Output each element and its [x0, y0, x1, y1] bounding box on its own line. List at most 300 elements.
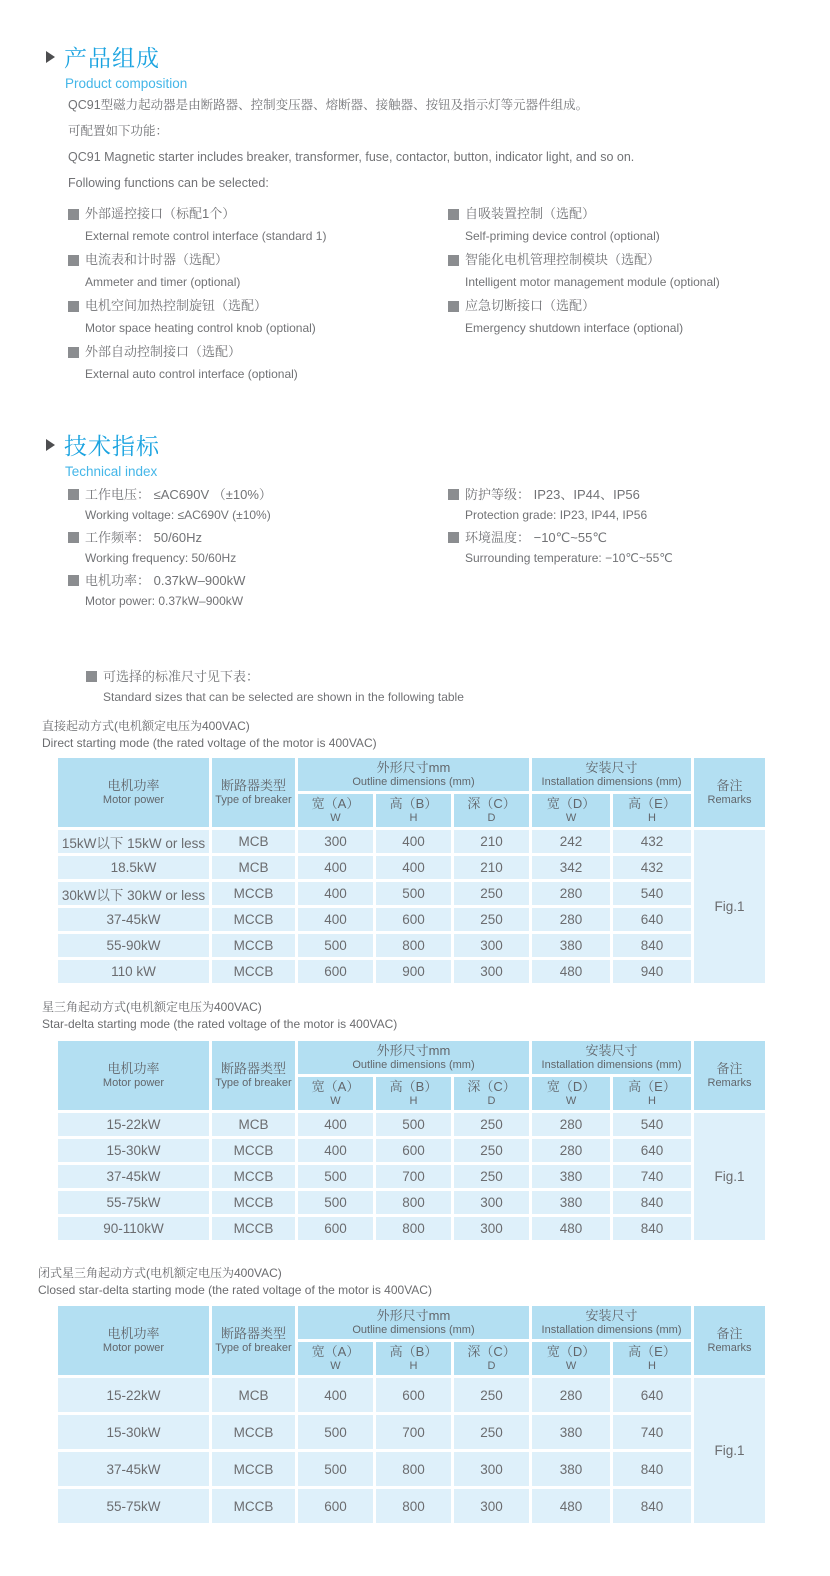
table-head — [57, 757, 767, 829]
list-item — [448, 527, 673, 570]
triangle-bullet-icon — [46, 51, 55, 63]
table1-caption-cn: 直接起动方式(电机额定电压为400VAC) — [42, 719, 250, 733]
dim-cell: 600 — [375, 1377, 453, 1414]
col-breaker-type-cn: 断路器类型 — [220, 778, 286, 793]
subcol-cn: 高（B） — [389, 1079, 438, 1094]
subcol — [375, 1076, 453, 1112]
dim-cell: 55-90kW — [57, 933, 211, 959]
subcol-en: H — [409, 1095, 418, 1107]
intro-line: Following functions can be selected: — [68, 176, 269, 190]
standard-sizes-note — [86, 666, 464, 710]
square-bullet-icon — [448, 489, 459, 500]
table2-caption-en: Star-delta starting mode (the rated voltage of the motor is 400VAC) — [42, 1017, 398, 1031]
col-breaker-type — [211, 757, 297, 829]
dim-cell: 500 — [297, 1414, 375, 1451]
dim-cell: 800 — [375, 933, 453, 959]
dim-cell: 250 — [453, 1138, 531, 1164]
subcol — [453, 793, 531, 829]
dim-cell: 400 — [297, 907, 375, 933]
subcol-cn: 宽（D） — [546, 1079, 596, 1094]
dim-cell: MCCB — [211, 959, 297, 985]
subcol-en: W — [565, 1360, 577, 1372]
dim-cell: 432 — [612, 829, 693, 855]
list-item-label-cn: 应急切断接口（选配） — [465, 298, 596, 313]
dim-cell: 740 — [612, 1414, 693, 1451]
dim-cell: MCB — [211, 1112, 297, 1138]
col-installation-dimensions-cn: 安装尺寸 — [585, 1043, 638, 1058]
dim-cell: 15-22kW — [57, 1377, 211, 1414]
list-item — [68, 341, 326, 387]
subcol-cn: 高（E） — [628, 1344, 676, 1359]
dim-cell: 480 — [531, 1216, 612, 1242]
dim-cell: 15-30kW — [57, 1138, 211, 1164]
subcol — [375, 793, 453, 829]
dim-cell: 740 — [612, 1164, 693, 1190]
col-remarks — [693, 1305, 767, 1377]
dim-cell: 55-75kW — [57, 1488, 211, 1525]
col-installation-dimensions-en: Installation dimensions (mm) — [541, 776, 682, 788]
dim-cell: 250 — [453, 1414, 531, 1451]
dim-cell: MCCB — [211, 1138, 297, 1164]
col-installation-dimensions-cn: 安装尺寸 — [585, 760, 638, 775]
dim-cell: 800 — [375, 1451, 453, 1488]
section-title-cn: 产品组成 — [64, 45, 160, 71]
product-composition-section-header — [46, 40, 187, 91]
subcol — [531, 1076, 612, 1112]
dim-cell: 300 — [453, 1451, 531, 1488]
dim-cell: 400 — [297, 1138, 375, 1164]
dim-cell: 540 — [612, 1112, 693, 1138]
dim-cell: 250 — [453, 1377, 531, 1414]
subcol — [297, 793, 375, 829]
col-motor-power-cn: 电机功率 — [107, 778, 160, 793]
col-remarks-cn: 备注 — [716, 778, 743, 793]
dim-cell: 15-30kW — [57, 1414, 211, 1451]
dim-cell: MCB — [211, 829, 297, 855]
dim-cell: 400 — [375, 829, 453, 855]
dim-cell: 480 — [531, 1488, 612, 1525]
header-row — [57, 1040, 767, 1076]
col-installation-dimensions-en: Installation dimensions (mm) — [541, 1324, 682, 1336]
dim-cell: 840 — [612, 1216, 693, 1242]
table3-caption — [38, 1265, 432, 1299]
list-item — [448, 203, 720, 249]
subcol — [612, 793, 693, 829]
list-item-label-en: Working frequency: 50/60Hz — [85, 551, 237, 565]
dim-cell: 540 — [612, 881, 693, 907]
dim-cell: 840 — [612, 1190, 693, 1216]
dim-cell: 37-45kW — [57, 1164, 211, 1190]
subcol-cn: 高（B） — [389, 796, 438, 811]
list-item-label-cn: 电机空间加热控制旋钮（选配） — [85, 298, 268, 313]
col-remarks-en: Remarks — [707, 1342, 752, 1354]
dim-cell: 18.5kW — [57, 855, 211, 881]
col-remarks-en: Remarks — [707, 1077, 752, 1089]
col-breaker-type — [211, 1305, 297, 1377]
list-item-label-cn: 智能化电机管理控制模块（选配） — [465, 252, 661, 267]
square-bullet-icon — [86, 671, 97, 682]
col-motor-power — [57, 757, 211, 829]
list-item-label-en: Surrounding temperature: −10℃~55℃ — [465, 551, 673, 565]
subcol-cn: 宽（A） — [311, 1079, 360, 1094]
dim-cell: MCCB — [211, 1216, 297, 1242]
list-item-label-cn: 电流表和计时器（选配） — [85, 252, 229, 267]
dimensions-table — [55, 1038, 768, 1243]
dim-cell: 380 — [531, 1190, 612, 1216]
list-item — [68, 249, 326, 295]
closed-star-delta-table — [55, 1303, 769, 1526]
list-item-cn — [68, 203, 326, 225]
list-item-cn — [68, 295, 326, 317]
list-item-cn — [448, 527, 673, 548]
spec-list-left — [68, 484, 272, 613]
dim-cell: MCCB — [211, 1451, 297, 1488]
square-bullet-icon — [448, 301, 459, 312]
col-outline-dimensions-cn: 外形尺寸mm — [376, 760, 451, 775]
col-installation-dimensions-cn: 安装尺寸 — [585, 1308, 638, 1323]
dim-cell: MCCB — [211, 881, 297, 907]
product-intro — [68, 92, 768, 196]
dim-cell: 640 — [612, 1377, 693, 1414]
square-bullet-icon — [68, 301, 79, 312]
dim-cell: 500 — [297, 1451, 375, 1488]
table-row — [57, 1112, 767, 1138]
table-row — [57, 881, 767, 907]
dim-cell: 242 — [531, 829, 612, 855]
subcol-en: D — [487, 1095, 496, 1107]
list-item-cn — [68, 341, 326, 363]
list-item-label-cn: 防护等级： IP23、IP44、IP56 — [465, 487, 640, 502]
list-item-label-en: External remote control interface (standard 1) — [85, 229, 327, 243]
dim-cell: 280 — [531, 1138, 612, 1164]
col-remarks-cn: 备注 — [716, 1326, 743, 1341]
subcol-en: H — [409, 1360, 418, 1372]
table3-caption-en: Closed star-delta starting mode (the rated voltage of the motor is 400VAC) — [38, 1283, 432, 1297]
intro-line: QC91 Magnetic starter includes breaker, transformer, fuse, contactor, button, indicator light, and so on. — [68, 150, 635, 164]
col-breaker-type-cn: 断路器类型 — [220, 1061, 286, 1076]
dim-cell: 37-45kW — [57, 1451, 211, 1488]
intro-line: QC91型磁力起动器是由断路器、控制变压器、熔断器、接触器、按钮及指示灯等元器件组成。 — [68, 98, 589, 112]
list-item-cn — [68, 484, 272, 505]
list-item-label-cn: 外部自动控制接口（选配） — [85, 344, 242, 359]
table-row — [57, 1377, 767, 1414]
dim-cell: 400 — [375, 855, 453, 881]
col-motor-power-cn: 电机功率 — [107, 1061, 160, 1076]
col-remarks — [693, 1040, 767, 1112]
list-item-label-en: Intelligent motor management module (optional) — [465, 275, 720, 289]
dim-cell: 700 — [375, 1414, 453, 1451]
subcol-en: H — [648, 812, 656, 824]
dim-cell: 800 — [375, 1488, 453, 1525]
table-row — [57, 1451, 767, 1488]
list-item-label-cn: 工作电压： ≤AC690V （±10%） — [85, 487, 272, 502]
dim-cell: 250 — [453, 881, 531, 907]
subcol — [612, 1341, 693, 1377]
dim-cell: 500 — [297, 1164, 375, 1190]
list-item — [68, 570, 272, 613]
col-installation-dimensions — [531, 757, 693, 793]
dim-cell: 400 — [297, 881, 375, 907]
dim-cell: MCCB — [211, 907, 297, 933]
square-bullet-icon — [448, 255, 459, 266]
dim-cell: 280 — [531, 1112, 612, 1138]
dim-cell: 500 — [375, 881, 453, 907]
table-head — [57, 1040, 767, 1112]
dim-cell: 500 — [297, 933, 375, 959]
list-item-label-en: Motor space heating control knob (optional) — [85, 321, 316, 335]
section-title-en: Technical index — [65, 464, 158, 479]
list-item-cn — [68, 570, 272, 591]
list-item-label-cn: 环境温度： −10℃~55℃ — [465, 530, 607, 545]
dim-cell: 600 — [297, 959, 375, 985]
dim-cell: 800 — [375, 1216, 453, 1242]
table2-caption-cn: 星三角起动方式(电机额定电压为400VAC) — [42, 1000, 262, 1014]
subcol-cn: 高（E） — [628, 796, 676, 811]
dim-cell: 250 — [453, 907, 531, 933]
triangle-bullet-icon — [46, 439, 55, 451]
table1-caption — [42, 718, 377, 752]
subcol-en: H — [648, 1095, 656, 1107]
dim-cell: 640 — [612, 907, 693, 933]
table-row — [57, 855, 767, 881]
list-item-label-cn: 自吸装置控制（选配） — [465, 206, 596, 221]
subcol — [297, 1076, 375, 1112]
square-bullet-icon — [448, 209, 459, 220]
list-item-label-cn: 可选择的标准尺寸见下表： — [103, 669, 260, 684]
list-item-label-en: Protection grade: IP23, IP44, IP56 — [465, 508, 648, 522]
intro-line: 可配置如下功能： — [68, 124, 169, 138]
dim-cell: 300 — [453, 933, 531, 959]
list-item-label-en: Motor power: 0.37kW–900kW — [85, 594, 244, 608]
spec-list-right — [448, 484, 673, 570]
dim-cell: 940 — [612, 959, 693, 985]
dim-cell: 90-110kW — [57, 1216, 211, 1242]
dim-cell: MCCB — [211, 933, 297, 959]
dim-cell: MCCB — [211, 1488, 297, 1525]
col-motor-power-en: Motor power — [102, 1077, 165, 1089]
table-row — [57, 959, 767, 985]
subcol-cn: 高（B） — [389, 1344, 438, 1359]
subcol-cn: 高（E） — [628, 1079, 676, 1094]
table1-caption-en: Direct starting mode (the rated voltage of the motor is 400VAC) — [42, 736, 377, 750]
subcol-en: H — [409, 812, 418, 824]
dim-cell: 250 — [453, 1112, 531, 1138]
section-title-cn: 技术指标 — [64, 433, 160, 459]
square-bullet-icon — [68, 489, 79, 500]
square-bullet-icon — [68, 575, 79, 586]
list-item — [68, 527, 272, 570]
dim-cell: 380 — [531, 933, 612, 959]
dim-cell: 380 — [531, 1414, 612, 1451]
dim-cell: 640 — [612, 1138, 693, 1164]
table2-caption — [42, 999, 397, 1033]
subcol — [531, 1341, 612, 1377]
section-title-en: Product composition — [65, 76, 188, 91]
dim-cell: 840 — [612, 1488, 693, 1525]
list-item-cn — [448, 249, 720, 271]
list-item — [448, 484, 673, 527]
col-outline-dimensions-en: Outline dimensions (mm) — [352, 776, 475, 788]
list-item-cn — [448, 484, 673, 505]
remark-cell: Fig.1 — [693, 1377, 767, 1525]
direct-starting-table — [55, 755, 769, 986]
col-outline-dimensions-cn: 外形尺寸mm — [376, 1308, 451, 1323]
col-motor-power — [57, 1305, 211, 1377]
dim-cell: 300 — [453, 1216, 531, 1242]
square-bullet-icon — [448, 532, 459, 543]
list-item-label-en: External auto control interface (optional) — [85, 367, 298, 381]
subcol-en: W — [565, 1095, 577, 1107]
dim-cell: 840 — [612, 933, 693, 959]
dimensions-table — [55, 755, 768, 986]
star-delta-table — [55, 1038, 769, 1243]
table-row — [57, 1488, 767, 1525]
list-item-label-en: Working voltage: ≤AC690V (±10%) — [85, 508, 271, 522]
feature-list-right — [448, 203, 720, 341]
col-installation-dimensions — [531, 1305, 693, 1341]
list-item-label-cn: 工作频率： 50/60Hz — [85, 530, 203, 545]
subcol — [375, 1341, 453, 1377]
dim-cell: 210 — [453, 855, 531, 881]
dim-cell: 700 — [375, 1164, 453, 1190]
dim-cell: 210 — [453, 829, 531, 855]
subcol-en: D — [487, 812, 496, 824]
col-outline-dimensions-cn: 外形尺寸mm — [376, 1043, 451, 1058]
col-outline-dimensions — [297, 757, 531, 793]
dim-cell: 380 — [531, 1451, 612, 1488]
dim-cell: 300 — [297, 829, 375, 855]
list-item-cn — [68, 527, 272, 548]
table-head — [57, 1305, 767, 1377]
subcol-en: D — [487, 1360, 496, 1372]
dim-cell: 380 — [531, 1164, 612, 1190]
subcol-cn: 深（C） — [467, 1344, 516, 1359]
dim-cell: MCCB — [211, 1414, 297, 1451]
dim-cell: 55-75kW — [57, 1190, 211, 1216]
square-bullet-icon — [68, 255, 79, 266]
list-item-label-cn: 外部遥控接口（标配1个） — [85, 206, 236, 221]
table-row — [57, 1164, 767, 1190]
table-row — [57, 907, 767, 933]
dim-cell: 280 — [531, 1377, 612, 1414]
dim-cell: 280 — [531, 881, 612, 907]
table-body — [57, 1112, 767, 1242]
table-row — [57, 829, 767, 855]
dim-cell: 300 — [453, 1190, 531, 1216]
list-item-cn — [86, 666, 464, 687]
dim-cell: 280 — [531, 907, 612, 933]
col-motor-power-en: Motor power — [102, 794, 165, 806]
table-row — [57, 1190, 767, 1216]
table-row — [57, 1414, 767, 1451]
dim-cell: MCCB — [211, 1190, 297, 1216]
table-row — [57, 1216, 767, 1242]
subcol-en: W — [330, 1360, 341, 1372]
square-bullet-icon — [68, 209, 79, 220]
subcol — [297, 1341, 375, 1377]
dim-cell: 15-22kW — [57, 1112, 211, 1138]
dimensions-table — [55, 1303, 768, 1526]
dim-cell: 400 — [297, 1377, 375, 1414]
col-breaker-type-en: Type of breaker — [215, 1077, 292, 1089]
table-row — [57, 1138, 767, 1164]
dim-cell: 15kW以下 15kW or less — [57, 829, 211, 855]
remark-cell: Fig.1 — [693, 1112, 767, 1242]
dim-cell: 30kW以下 30kW or less — [57, 881, 211, 907]
square-bullet-icon — [68, 347, 79, 358]
dim-cell: 300 — [453, 1488, 531, 1525]
dim-cell: 600 — [297, 1488, 375, 1525]
dim-cell: 300 — [453, 959, 531, 985]
list-item — [68, 203, 326, 249]
subcol-cn: 宽（A） — [311, 796, 360, 811]
col-motor-power-cn: 电机功率 — [107, 1326, 160, 1341]
dim-cell: 500 — [375, 1112, 453, 1138]
subcol-cn: 宽（A） — [311, 1344, 360, 1359]
col-remarks-cn: 备注 — [716, 1061, 743, 1076]
subcol — [453, 1341, 531, 1377]
subcol-en: H — [648, 1360, 656, 1372]
header-row — [57, 1305, 767, 1341]
col-installation-dimensions — [531, 1040, 693, 1076]
col-outline-dimensions — [297, 1305, 531, 1341]
table-body — [57, 829, 767, 985]
subcol — [612, 1076, 693, 1112]
dim-cell: 600 — [297, 1216, 375, 1242]
col-remarks-en: Remarks — [707, 794, 752, 806]
dim-cell: 840 — [612, 1451, 693, 1488]
technical-index-section-header — [46, 428, 160, 479]
col-outline-dimensions — [297, 1040, 531, 1076]
square-bullet-icon — [68, 532, 79, 543]
remark-cell: Fig.1 — [693, 829, 767, 985]
subcol — [453, 1076, 531, 1112]
feature-list-left — [68, 203, 326, 387]
col-installation-dimensions-en: Installation dimensions (mm) — [541, 1059, 682, 1071]
dim-cell: 500 — [297, 1190, 375, 1216]
list-item-cn — [448, 295, 720, 317]
col-motor-power — [57, 1040, 211, 1112]
list-item — [68, 484, 272, 527]
col-breaker-type-cn: 断路器类型 — [220, 1326, 286, 1341]
col-breaker-type-en: Type of breaker — [215, 794, 292, 806]
dim-cell: 900 — [375, 959, 453, 985]
dim-cell: 110 kW — [57, 959, 211, 985]
list-item-cn — [448, 203, 720, 225]
table-row — [57, 933, 767, 959]
col-breaker-type-en: Type of breaker — [215, 1342, 292, 1354]
subcol-cn: 深（C） — [467, 1079, 516, 1094]
subcol-en: W — [565, 812, 577, 824]
dim-cell: 37-45kW — [57, 907, 211, 933]
dim-cell: 480 — [531, 959, 612, 985]
list-item-label-en: Self-priming device control (optional) — [465, 229, 660, 243]
list-item-label-cn: 电机功率： 0.37kW–900kW — [85, 573, 246, 588]
dim-cell: 400 — [297, 1112, 375, 1138]
dim-cell: MCB — [211, 1377, 297, 1414]
col-remarks — [693, 757, 767, 829]
table3-caption-cn: 闭式星三角起动方式(电机额定电压为400VAC) — [38, 1266, 282, 1280]
dim-cell: 342 — [531, 855, 612, 881]
list-item-label-en: Ammeter and timer (optional) — [85, 275, 241, 289]
col-outline-dimensions-en: Outline dimensions (mm) — [352, 1059, 475, 1071]
list-item — [86, 666, 464, 710]
subcol-en: W — [330, 1095, 341, 1107]
dim-cell: MCB — [211, 855, 297, 881]
dim-cell: 432 — [612, 855, 693, 881]
table-body — [57, 1377, 767, 1525]
col-motor-power-en: Motor power — [102, 1342, 165, 1354]
